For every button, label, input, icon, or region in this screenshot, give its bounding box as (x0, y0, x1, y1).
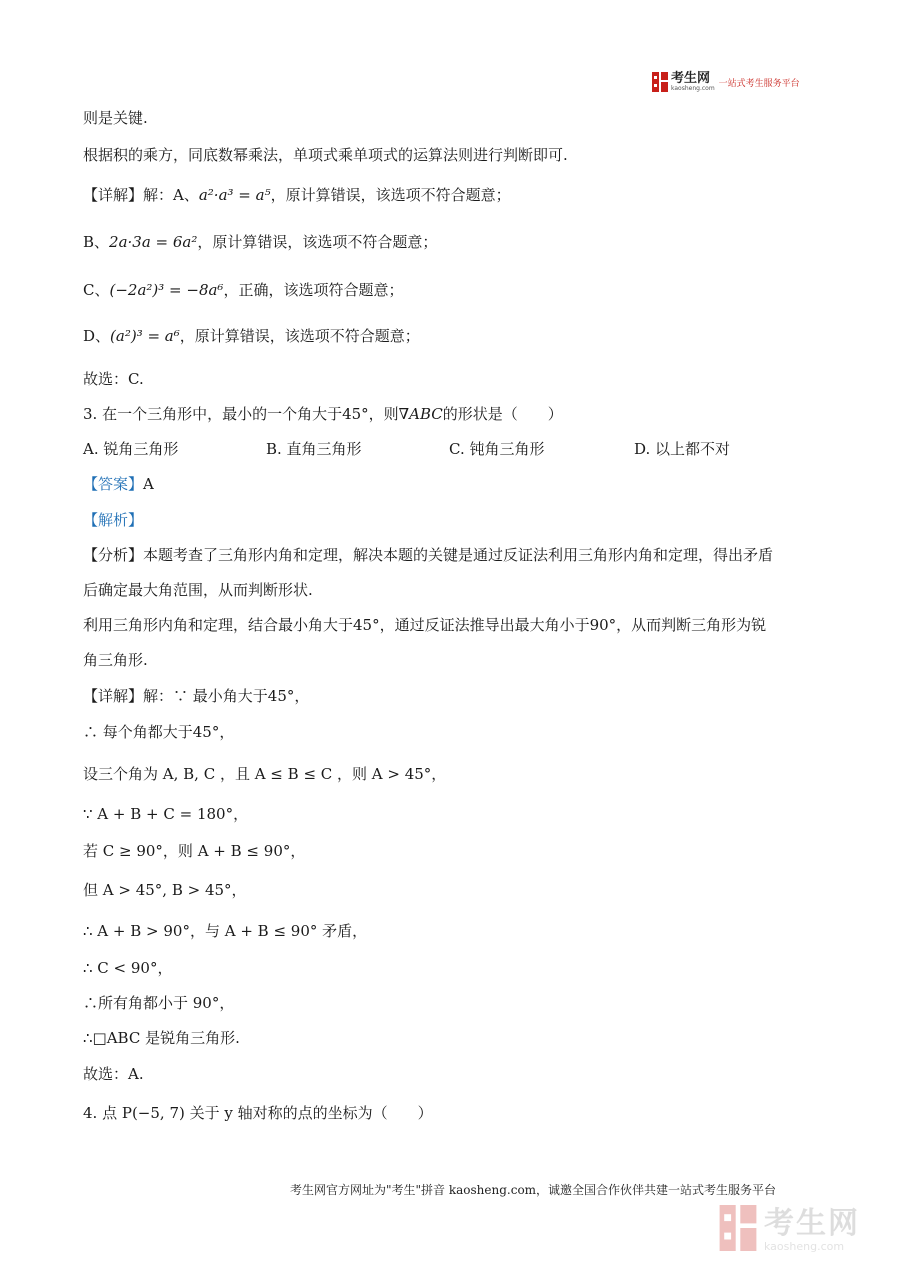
solution-step: ∴ 每个角都大于45°， (83, 723, 235, 741)
answer-tag: 【答案】 (83, 475, 144, 493)
watermark (718, 1206, 878, 1254)
watermark-name: 考生网 (764, 1205, 860, 1241)
text-line: 根据积的乘方，同底数幂乘法，单项式乘单项式的运算法则进行判断即可. (83, 146, 568, 164)
detail-tail-a: ，原计算错误，该选项不符合题意； (270, 186, 511, 204)
analysis-line: 利用三角形内角和定理，结合最小角大于45°，通过反证法推导出最大角小于90°，从而判断三角形为锐 (83, 616, 767, 634)
solution-step: 故选：A. (83, 1065, 144, 1083)
solution-step: ∴所有角都小于 90°， (83, 994, 235, 1012)
detail-line-a (83, 185, 511, 205)
q3-option-b: B. 直角三角形 (266, 440, 362, 458)
option-label-d: D、 (83, 327, 111, 345)
header-logo (652, 70, 800, 94)
q3-stem-post: 的形状是（ ） (442, 405, 563, 423)
solution-step: ∴ A + B > 90°，与 A + B ≤ 90° 矛盾， (83, 922, 368, 940)
text-line: 则是关键. (83, 109, 148, 127)
detail-label: 【详解】解：A、 (83, 186, 199, 204)
watermark-logo-icon (718, 1205, 758, 1255)
solution-step: ∵ A + B + C = 180°， (83, 805, 249, 823)
logo-url: kaosheng.com (671, 85, 715, 92)
q3-option-a: A. 锐角三角形 (83, 440, 179, 458)
option-label-b: B、 (83, 233, 110, 251)
question-3-stem (83, 404, 563, 424)
analysis-tag: 【解析】 (83, 511, 144, 529)
math-expr-c: (−2a²)³ = −8a⁶ (109, 281, 224, 299)
analysis-line: 角三角形. (83, 651, 148, 669)
solution-step: ∴□ABC 是锐角三角形. (83, 1029, 240, 1047)
math-expr-d: (a²)³ = a⁶ (110, 327, 180, 345)
analysis-line: 后确定最大角范围，从而判断形状. (83, 581, 313, 599)
analysis-line: 【分析】本题考查了三角形内角和定理，解决本题的关键是通过反证法利用三角形内角和定理，得出矛盾 (83, 546, 774, 564)
math-expr-b: 2a·3a = 6a² (109, 233, 198, 251)
answer-value: A (143, 475, 154, 493)
detail-tail-d: ，原计算错误，该选项不符合题意； (179, 327, 420, 345)
detail-line-b (83, 232, 437, 252)
solution-step: 若 C ≥ 90°，则 A + B ≤ 90°， (83, 842, 306, 860)
solution-step: ∴ C < 90°， (83, 959, 173, 977)
kaosheng-logo-icon (652, 72, 668, 92)
solution-step: 设三个角为 A, B, C ，且 A ≤ B ≤ C ，则 A > 45°， (83, 765, 447, 783)
question-4-stem: 4. 点 P(−5, 7) 关于 y 轴对称的点的坐标为（ ） (83, 1104, 433, 1122)
logo-slogan: 一站式考生服务平台 (718, 78, 800, 89)
q3-option-c: C. 钝角三角形 (449, 440, 545, 458)
detail-tail-c: ，正确，该选项符合题意； (223, 281, 404, 299)
math-expr-a: a²·a³ = a⁵ (198, 186, 271, 204)
logo-name: 考生网 (671, 71, 711, 86)
footer-text: 考生网官方网址为"考生"拼音 kaosheng.com，诚邀全国合作伙伴共建一站式考生服务平台 (290, 1183, 777, 1197)
answer-line (83, 474, 154, 494)
q3-triangle: ∇ABC (398, 405, 443, 423)
q3-stem-pre: 3. 在一个三角形中，最小的一个角大于45°，则 (83, 405, 399, 423)
choose-line: 故选：C. (83, 370, 144, 388)
solution-step: 【详解】解：∵ 最小角大于45°， (83, 687, 310, 705)
option-label-c: C、 (83, 281, 110, 299)
watermark-url: kaosheng.com (764, 1239, 845, 1253)
solution-step: 但 A > 45°, B > 45°， (83, 881, 247, 899)
detail-line-c (83, 280, 403, 300)
detail-line-d (83, 326, 420, 346)
q3-option-d: D. 以上都不对 (634, 440, 731, 458)
detail-tail-b: ，原计算错误，该选项不符合题意； (197, 233, 438, 251)
